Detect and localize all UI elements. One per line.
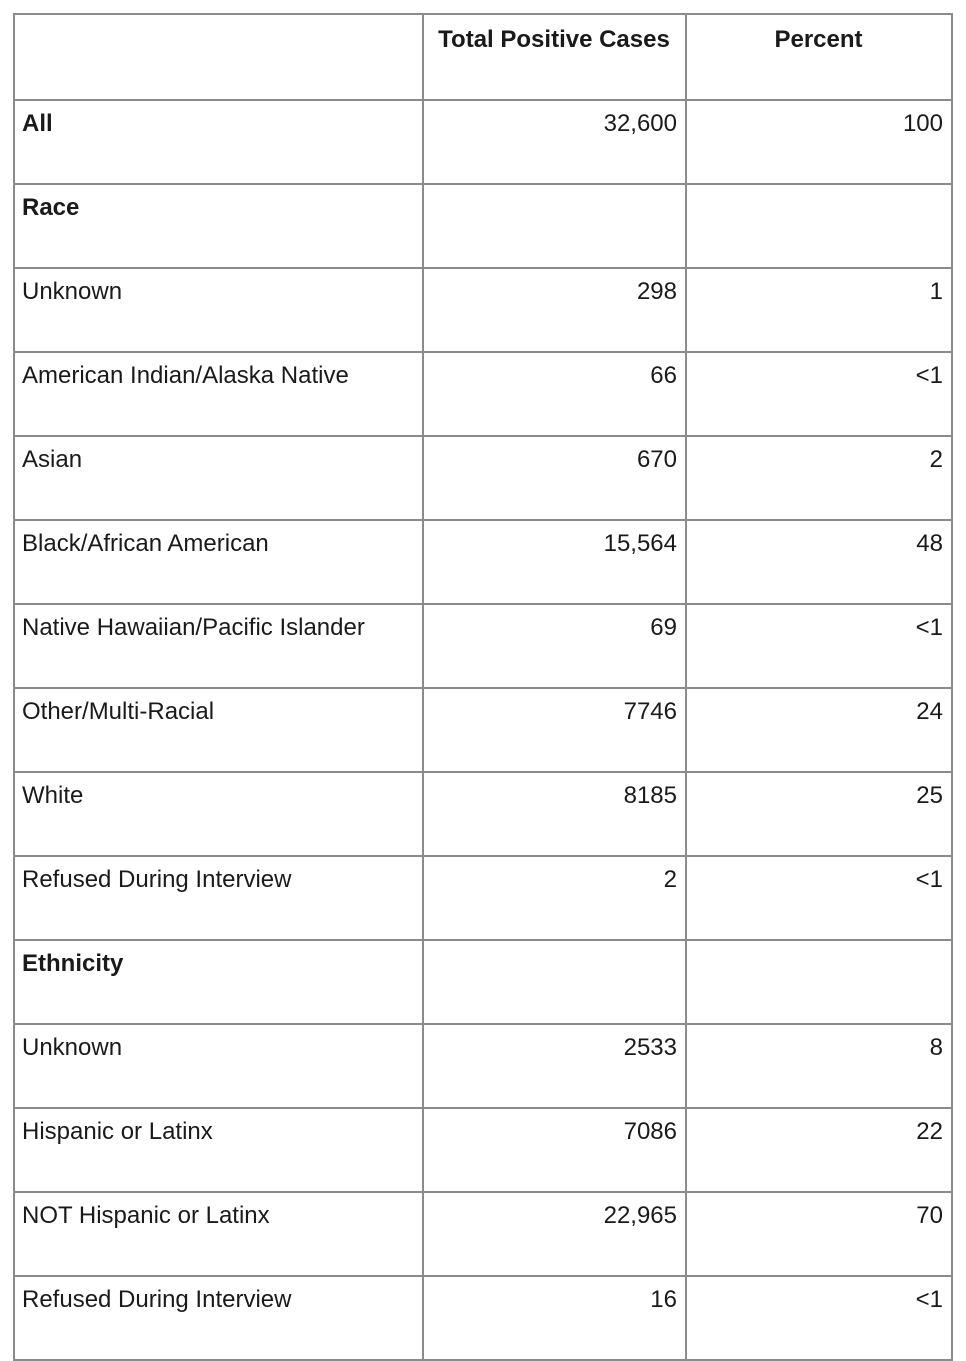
row-percent: <1 [686, 856, 952, 940]
row-label: White [14, 772, 423, 856]
row-label: Other/Multi-Racial [14, 688, 423, 772]
row-label: NOT Hispanic or Latinx [14, 1192, 423, 1276]
row-total-positive-cases: 7746 [423, 688, 686, 772]
table-row [14, 520, 952, 604]
row-total-positive-cases: 22,965 [423, 1192, 686, 1276]
section-row [14, 184, 952, 268]
header-category [14, 14, 423, 100]
row-label: Asian [14, 436, 423, 520]
row-total-positive-cases: 670 [423, 436, 686, 520]
table-row [14, 856, 952, 940]
row-percent: 25 [686, 772, 952, 856]
table-row [14, 688, 952, 772]
table-row [14, 604, 952, 688]
row-label: Black/African American [14, 520, 423, 604]
table-row [14, 1108, 952, 1192]
row-label: Unknown [14, 268, 423, 352]
row-percent: 8 [686, 1024, 952, 1108]
table-row [14, 100, 952, 184]
row-total-positive-cases: 2533 [423, 1024, 686, 1108]
row-total-positive-cases: 66 [423, 352, 686, 436]
row-percent: 24 [686, 688, 952, 772]
row-label: Refused During Interview [14, 1276, 423, 1360]
table-body [14, 100, 952, 1360]
row-label: American Indian/Alaska Native [14, 352, 423, 436]
row-total-positive-cases [423, 184, 686, 268]
row-total-positive-cases: 7086 [423, 1108, 686, 1192]
table-row [14, 1192, 952, 1276]
row-total-positive-cases [423, 940, 686, 1024]
row-total-positive-cases: 69 [423, 604, 686, 688]
row-percent: 22 [686, 1108, 952, 1192]
header-row [14, 14, 952, 100]
row-label: Unknown [14, 1024, 423, 1108]
header-total-positive-cases: Total Positive Cases [423, 14, 686, 100]
positive-cases-table [13, 13, 953, 1361]
row-label: Race [14, 184, 423, 268]
row-total-positive-cases: 32,600 [423, 100, 686, 184]
row-percent: <1 [686, 352, 952, 436]
row-total-positive-cases: 16 [423, 1276, 686, 1360]
row-label: Ethnicity [14, 940, 423, 1024]
row-percent: 70 [686, 1192, 952, 1276]
row-total-positive-cases: 2 [423, 856, 686, 940]
row-total-positive-cases: 298 [423, 268, 686, 352]
row-total-positive-cases: 8185 [423, 772, 686, 856]
header-percent: Percent [686, 14, 952, 100]
row-percent: <1 [686, 604, 952, 688]
table-row [14, 1024, 952, 1108]
row-percent: 2 [686, 436, 952, 520]
table-row [14, 436, 952, 520]
row-percent: 48 [686, 520, 952, 604]
table-row [14, 352, 952, 436]
section-row [14, 940, 952, 1024]
row-total-positive-cases: 15,564 [423, 520, 686, 604]
row-label: All [14, 100, 423, 184]
row-label: Hispanic or Latinx [14, 1108, 423, 1192]
row-label: Refused During Interview [14, 856, 423, 940]
row-percent [686, 940, 952, 1024]
table-row [14, 1276, 952, 1360]
table-row [14, 772, 952, 856]
row-percent [686, 184, 952, 268]
table-row [14, 268, 952, 352]
row-label: Native Hawaiian/Pacific Islander [14, 604, 423, 688]
row-percent: 100 [686, 100, 952, 184]
row-percent: 1 [686, 268, 952, 352]
row-percent: <1 [686, 1276, 952, 1360]
